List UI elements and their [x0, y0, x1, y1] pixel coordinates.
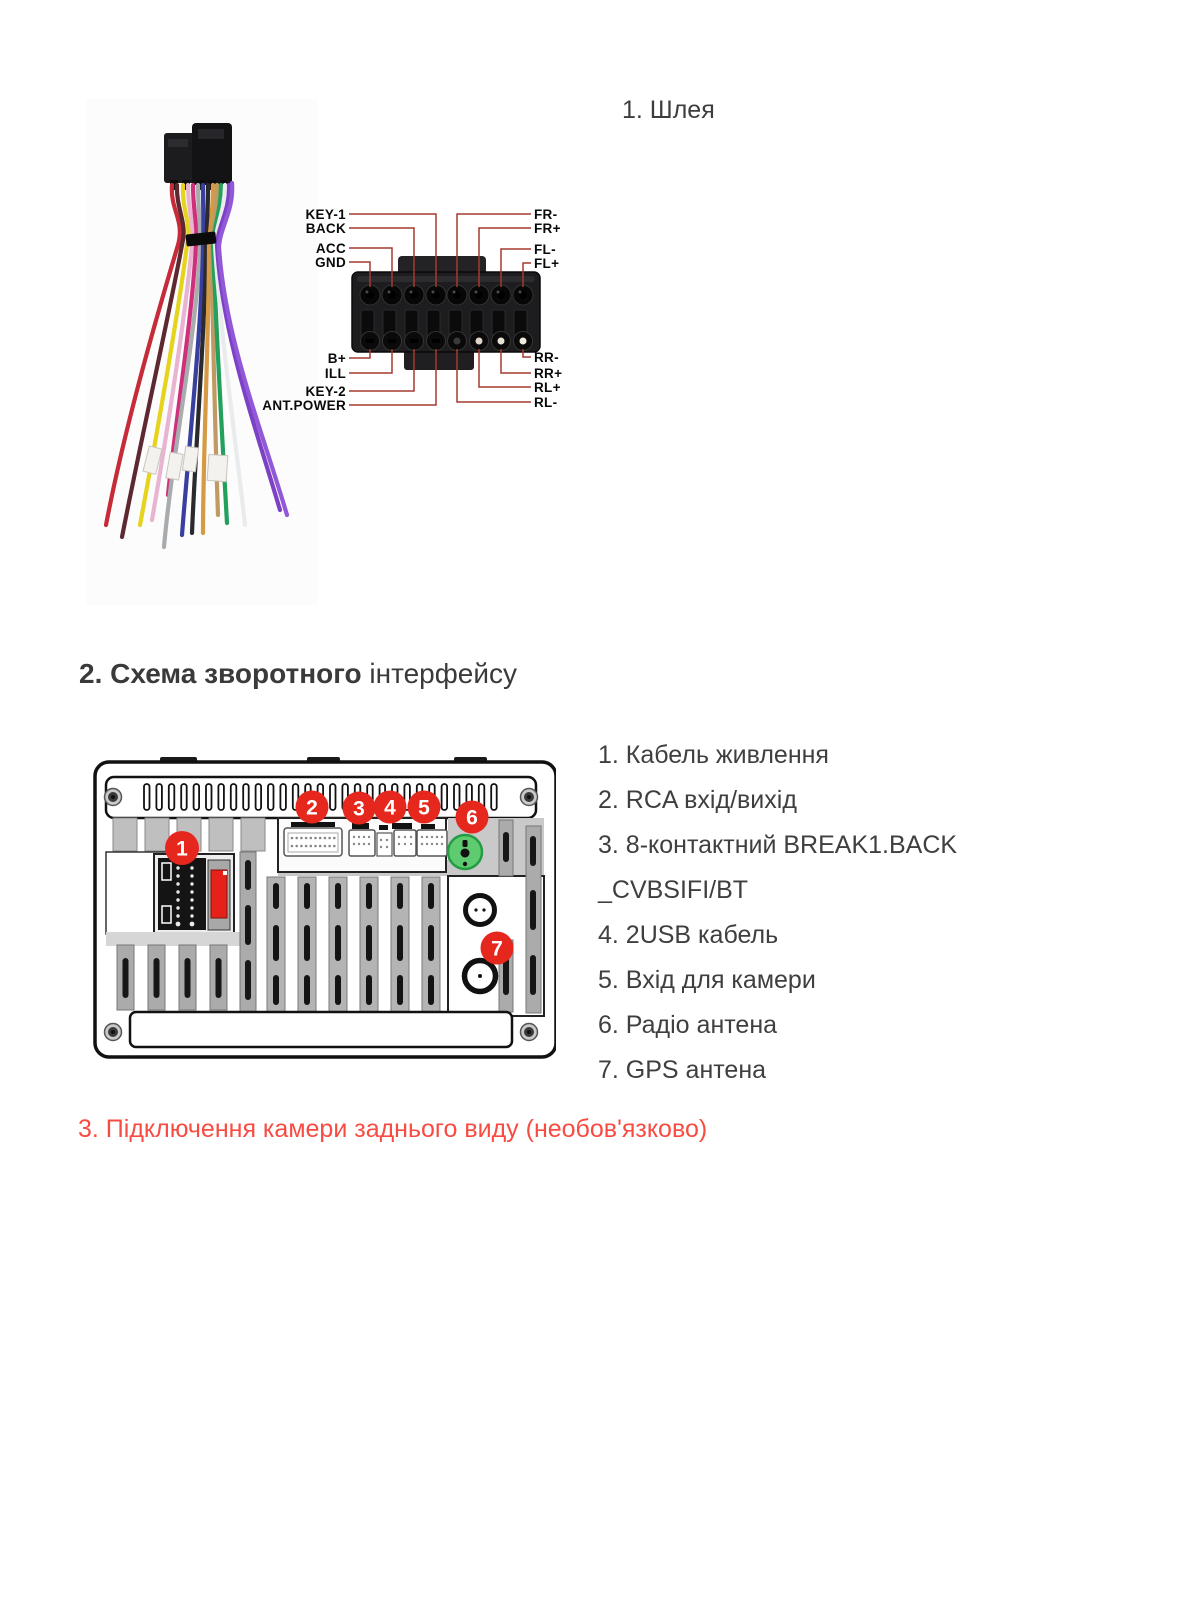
- svg-text:3: 3: [353, 797, 365, 821]
- pin-label-rl-minus: RL-: [534, 395, 558, 410]
- svg-text:1: 1: [176, 837, 188, 861]
- callout-3: [343, 792, 376, 825]
- rear-panel-diagram: [86, 740, 556, 1060]
- svg-text:5: 5: [418, 796, 430, 820]
- gps-antenna-jack: [465, 961, 496, 992]
- callout-1: [165, 831, 199, 865]
- pin-label-rr-minus: RR-: [534, 350, 559, 365]
- svg-text:6: 6: [466, 806, 478, 830]
- section2-heading-tail: інтерфейсу: [361, 658, 517, 689]
- gray-band-left: [106, 932, 256, 946]
- legend-item: 6. Радіо антена: [598, 1011, 778, 1039]
- callout-2: [296, 791, 329, 824]
- legend-item: 5. Вхід для камери: [598, 966, 816, 994]
- pin-label-key1: KEY-1: [305, 207, 346, 222]
- pin-label-bplus: B+: [327, 351, 346, 366]
- callout-7: [481, 932, 514, 965]
- rca-connector-block: [278, 818, 447, 872]
- fuse: [211, 870, 227, 918]
- svg-text:2: 2: [306, 796, 318, 820]
- pin-label-key2: KEY-2: [305, 384, 346, 399]
- pin-label-fr-plus: FR+: [534, 221, 561, 236]
- callout-6: [456, 801, 489, 834]
- callout-5: [408, 791, 441, 824]
- pin-label-back: BACK: [305, 221, 346, 236]
- svg-text:7: 7: [491, 937, 503, 961]
- legend-item: 3. 8-контактний BREAK1.BACK: [598, 831, 958, 859]
- bottom-bar: [105, 1012, 538, 1047]
- pin-label-fr-minus: FR-: [534, 207, 558, 222]
- callout-4: [374, 791, 407, 824]
- section2-heading-bold: 2. Схема зворотного: [79, 658, 362, 689]
- pin-label-fl-minus: FL-: [534, 242, 556, 257]
- connector-8pin: [349, 830, 375, 856]
- power-connector: [106, 852, 234, 934]
- rear-panel-legend: [598, 733, 957, 1093]
- pin-label-rl-plus: RL+: [534, 380, 561, 395]
- section3-heading: 3. Підключення камери заднього виду (необов'язково): [78, 1115, 708, 1143]
- pin-label-rr-plus: RR+: [534, 366, 563, 381]
- pin-label-acc: ACC: [315, 241, 346, 256]
- radio-antenna-jack: [448, 835, 482, 869]
- harness-figure: [80, 95, 600, 610]
- pin-label-gnd: GND: [315, 255, 346, 270]
- legend-item: 1. Кабель живлення: [598, 741, 829, 769]
- pin-label-antpower: ANT.POWER: [262, 398, 346, 413]
- legend-item: 7. GPS антена: [598, 1056, 767, 1084]
- section1-label: 1. Шлея: [622, 96, 715, 124]
- pin-label-ill: ILL: [324, 366, 346, 381]
- legend-item-continuation: _CVBSIFI/BT: [598, 876, 749, 904]
- svg-text:4: 4: [384, 796, 396, 820]
- legend-item: 4. 2USB кабель: [598, 921, 779, 949]
- harness-connector: [164, 123, 232, 190]
- section2-heading: [79, 658, 517, 690]
- legend-item: 2. RCA вхід/вихід: [598, 786, 797, 814]
- iso-connector-body: [352, 256, 540, 370]
- pin-label-fl-plus: FL+: [534, 256, 560, 271]
- video-jack: [466, 896, 495, 925]
